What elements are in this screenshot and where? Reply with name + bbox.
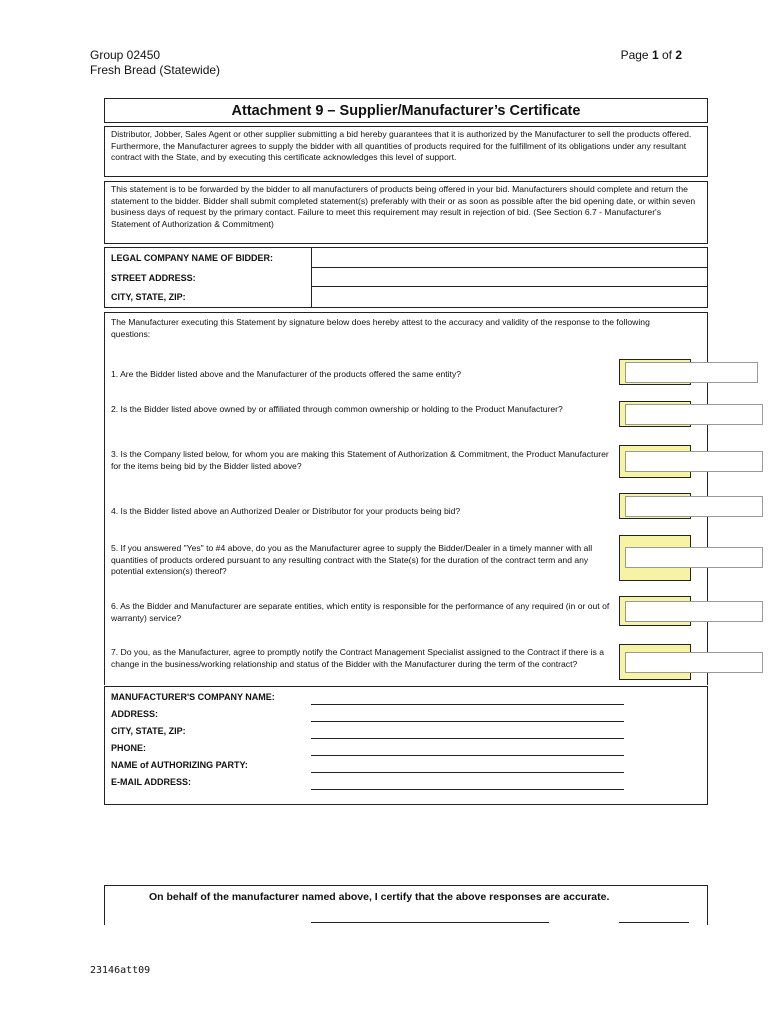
answer-7-field[interactable] [625,652,763,673]
question-4: 4. Is the Bidder listed above an Authorized Dealer or Distributor for your products being bid? [111,506,461,516]
instructions-paragraph-box [104,181,708,244]
questions-section [104,312,708,685]
page-prefix: Page [620,48,652,62]
question-1: 1. Are the Bidder listed above and the Manufacturer of the products offered the same entity? [111,369,462,379]
signature-field[interactable] [311,922,549,923]
answer-4-field[interactable] [625,496,763,517]
question-7: 7. Do you, as the Manufacturer, agree to promptly notify the Contract Management Specialist assigned to the Contract if there is a change in the business/working relationship and status of the Bidder with the Manufacturer during the term of the contract? [111,647,604,669]
question-2: 2. Is the Bidder listed above owned by or affiliated through common ownership or holding to the Product Manufacturer? [111,404,563,414]
authorizing-party-label: NAME of AUTHORIZING PARTY: [111,760,248,770]
questions-intro: The Manufacturer executing this Statement by signature below does hereby attest to the accuracy and validity of the response to the following questions: [111,317,650,339]
guarantee-paragraph-box [104,126,708,177]
bidder-company-label: LEGAL COMPANY NAME OF BIDDER: [111,253,274,263]
manufacturer-company-field[interactable] [311,704,624,705]
bidder-street-field[interactable] [313,269,703,284]
certification-statement: On behalf of the manufacturer named above, I certify that the above responses are accurate. [149,891,610,903]
guarantee-paragraph: Distributor, Jobber, Sales Agent or other supplier submitting a bid hereby guarantees that it is authorized by the Manufacturer to sell the products offered. Furthermore, the Manufacturer agrees to supply the bidder with all quantities of products required for the fulfillment of its obligations under any resultant contract with the State, and by executing this certificate acknowledges this level of support. [111,129,692,163]
authorizing-party-field[interactable] [311,772,624,773]
manufacturer-phone-field[interactable] [311,755,624,756]
group-number: Group 02450 [90,48,161,62]
manufacturer-email-label: E-MAIL ADDRESS: [111,777,192,787]
manufacturer-info-section [104,686,708,805]
date-field[interactable] [619,922,689,923]
question-5: 5. If you answered "Yes" to #4 above, do you as the Manufacturer agree to supply the Bidder/Dealer in a timely manner with all quantities of products ordered pursuant to any resulting contract with the State(s) for the duration of the contract term and any potential extension(s) thereof? [111,543,593,577]
manufacturer-address-field[interactable] [311,721,624,722]
manufacturer-city-label: CITY, STATE, ZIP: [111,726,186,736]
page-total: 2 [675,48,682,62]
answer-1-field[interactable] [625,362,758,383]
bidder-info-table [104,247,708,308]
manufacturer-city-field[interactable] [311,738,624,739]
bidder-street-label: STREET ADDRESS: [111,273,196,283]
document-footer-code: 23146att09 [90,965,151,976]
instructions-paragraph: This statement is to be forwarded by the bidder to all manufacturers of products being offered in your bid. Manufacturers should complete and return the statement to the bidder. Bidder shall submit completed statement(s) preferably with their or as soon as possible after the bid opening date, or within seven business days of request by the primary contact. Failure to meet this requirement may result in rejection of bid. (See Section 6.7 - Manufacturer's Statement of Authorization & Commitment) [111,184,696,230]
certification-section [104,885,708,925]
manufacturer-address-label: ADDRESS: [111,709,159,719]
page-current: 1 [651,48,659,62]
question-6: 6. As the Bidder and Manufacturer are separate entities, which entity is responsible for the performance of any required (in or out of warranty) service? [111,601,610,623]
manufacturer-email-field[interactable] [311,789,624,790]
manufacturer-company-label: MANUFACTURER'S COMPANY NAME: [111,692,275,702]
answer-2-field[interactable] [625,404,763,425]
document-header-left [90,48,220,78]
answer-3-field[interactable] [625,451,763,472]
bidder-company-field[interactable] [313,250,703,265]
bidder-city-field[interactable] [313,288,703,303]
answer-6-field[interactable] [625,601,763,622]
page-title: Attachment 9 – Supplier/Manufacturer’s Certificate [231,102,581,119]
page-of: of [658,48,676,62]
page-number [621,48,682,63]
question-3: 3. Is the Company listed below, for whom you are making this Statement of Authorization & Commitment, the Product Manufacturer for the items being bid by the Bidder listed above? [111,449,609,471]
document-subtitle: Fresh Bread (Statewide) [90,63,221,77]
answer-5-field[interactable] [625,547,763,568]
manufacturer-phone-label: PHONE: [111,743,147,753]
title-box [104,98,708,123]
bidder-city-label: CITY, STATE, ZIP: [111,292,186,302]
